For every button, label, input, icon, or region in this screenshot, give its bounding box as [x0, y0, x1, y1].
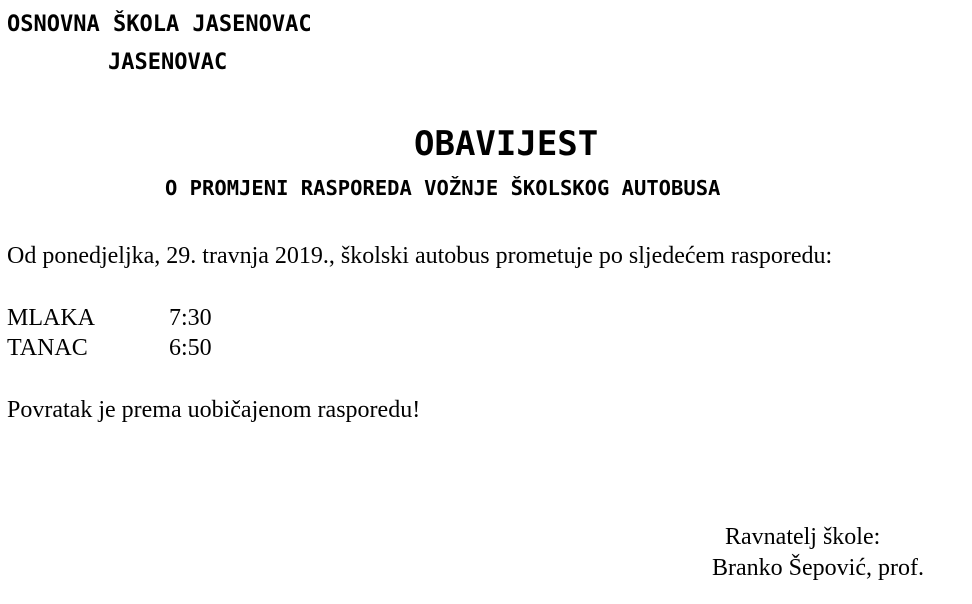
return-note: Povratak je prema uobičajenom rasporedu!	[7, 397, 421, 423]
schedule-row	[7, 305, 212, 335]
notice-title: OBAVIJEST	[414, 124, 599, 164]
schedule-stop: MLAKA	[7, 305, 95, 331]
schedule-stop: TANAC	[7, 335, 88, 361]
school-town: JASENOVAC	[108, 50, 228, 75]
schedule-time: 7:30	[169, 305, 212, 331]
signature-name: Branko Šepović, prof.	[712, 555, 924, 581]
bus-schedule	[7, 305, 212, 365]
schedule-row	[7, 335, 212, 365]
school-name: OSNOVNA ŠKOLA JASENOVAC	[7, 12, 312, 37]
notice-subtitle: O PROMJENI RASPOREDA VOŽNJE ŠKOLSKOG AUTOBUSA	[165, 176, 721, 200]
schedule-time: 6:50	[169, 335, 212, 361]
signature-role: Ravnatelj škole:	[725, 524, 881, 550]
intro-paragraph: Od ponedjeljka, 29. travnja 2019., školski autobus prometuje po sljedećem rasporedu:	[7, 243, 833, 269]
